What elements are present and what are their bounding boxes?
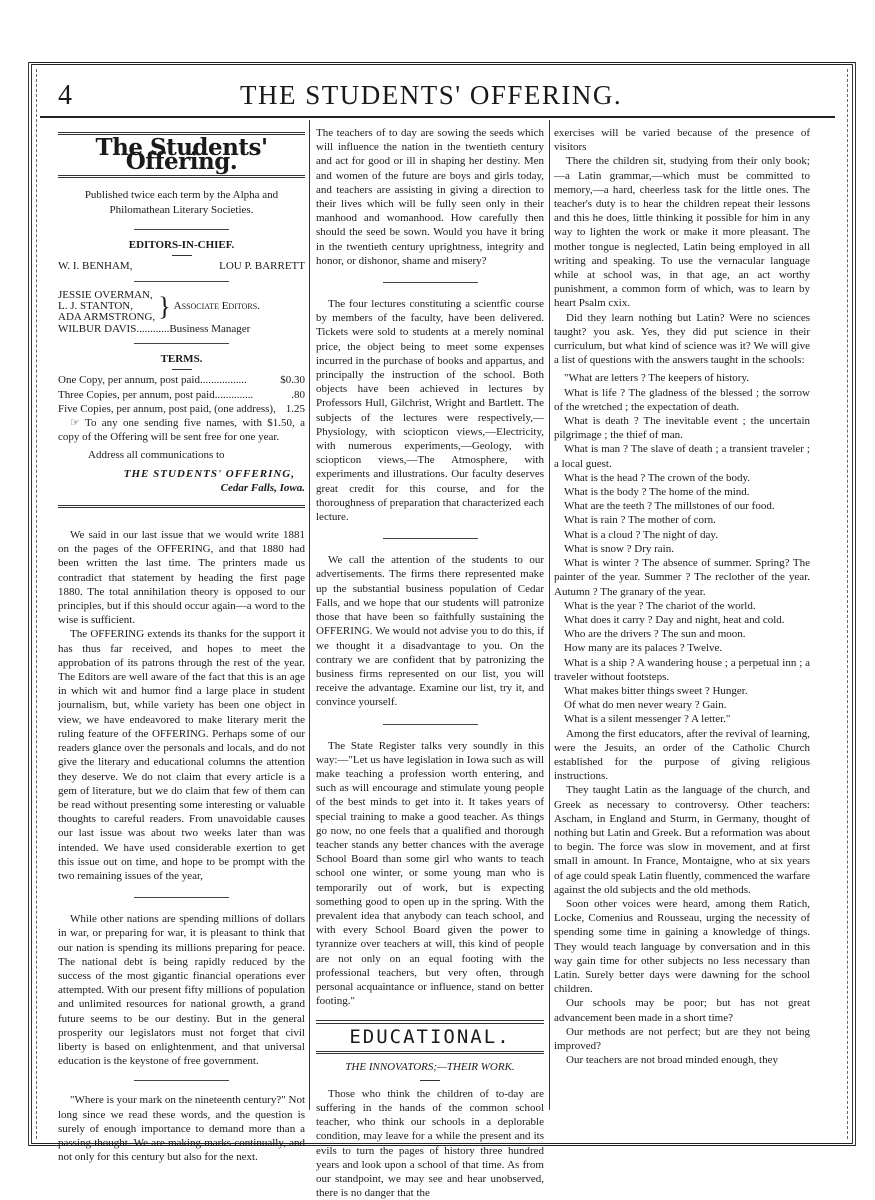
editorial-paragraph: "Where is your mark on the nineteenth century?" Not long since we read these words, and the question is surely of enough importance to demand more than a passing thought. We are making marks continually, and not only for this century but also for the next. bbox=[58, 1094, 306, 1164]
editor-name: LOU P. BARRETT bbox=[219, 260, 305, 273]
column-divider bbox=[549, 120, 550, 1110]
qa-item: How many are its palaces ? Twelve. bbox=[564, 642, 723, 655]
editors-heading: EDITORS-IN-CHIEF. bbox=[128, 238, 235, 251]
terms-label: Three Copies, per annum, post paid.............. bbox=[58, 388, 254, 401]
article-paragraph: Our methods are not perfect; but are they not being improved? bbox=[554, 1025, 810, 1052]
article-paragraph: Those who think the children of to-day are suffering in the hands of the common school teacher, who think our schools in a deplorable condition, may leave for a while the present and its evils to turn the pages of history three hundred years and look upon a school of that time. As from our standpoint, we may see and hear unobserved, there is no danger that the bbox=[316, 1087, 544, 1200]
qa-item: What is a cloud ? The night of day. bbox=[564, 528, 718, 541]
qa-item: What are the teeth ? The millstones of our food. bbox=[564, 500, 775, 513]
running-title: THE STUDENTS' OFFERING. bbox=[240, 80, 623, 110]
qa-item: Who are the drivers ? The sun and moon. bbox=[564, 628, 746, 641]
header-rule bbox=[40, 116, 835, 118]
associate-name: JESSIE OVERMAN, bbox=[58, 289, 153, 302]
rule bbox=[316, 1020, 544, 1024]
editorial-paragraph: We said in our last issue that we would write 1881 on the pages of the OFFERING, and that 1880 had been written the last time. The printers made us contradict that statement by heading the first page 1880. The total annihilation theory is opposed to our principles, but if this should occur again—a word to the wise is sufficient. bbox=[58, 529, 305, 627]
terms-heading: TERMS. bbox=[160, 353, 203, 366]
rule bbox=[383, 538, 478, 539]
rule bbox=[316, 1051, 544, 1054]
article-paragraph: There the children sit, studying from their only book;—a Latin grammar,—which must be committed to memory,—a hard, cheerless task for the little ones. The teacher's duty is to hear the children repeat their lessons and this he does, little thinking it possible for him in any way to lighten the work or make it more pleasant. The mother tongue is neglected, Latin being employed in all writing and speaking. To use the vernacular language while at school was, in that age, an act worthy punishment, a common form of which, was to learn by heart Psalm cxix. bbox=[554, 155, 810, 310]
qa-item: What is the body ? The home of the mind. bbox=[564, 486, 750, 499]
address-place: Cedar Falls, Iowa. bbox=[220, 481, 305, 494]
article-paragraph: Our teachers are not broad minded enough, they bbox=[566, 1054, 778, 1067]
column-3 bbox=[554, 126, 810, 1067]
terms-price: 1.25 bbox=[285, 402, 305, 415]
question-list bbox=[554, 371, 810, 726]
qa-item: "What are letters ? The keepers of history. bbox=[564, 372, 749, 385]
rule bbox=[134, 343, 229, 344]
qa-item: What is death ? The inevitable event ; the uncertain pilgrimage ; the thief of man. bbox=[554, 415, 810, 442]
rule bbox=[383, 724, 478, 725]
terms-row bbox=[58, 402, 305, 416]
address-intro: Address all communications to bbox=[88, 449, 225, 462]
editorial-paragraph: While other nations are spending millions of dollars in war, or preparing for war, it is pleasant to think that our nation is spending its millions preparing for peace. The national debt is being rapidly reduced by the success of the most gigantic financial operations ever attempted. With our present fifty millions of population and unlimited resources for national growth, a grand future seems to be our destiny. But in the general prosperity our legislators must not forget that civil liberty is based on enlightenment, and that universal education is the keystone of free government. bbox=[58, 913, 305, 1068]
associates-label: Associate Editors. bbox=[173, 300, 260, 313]
associate-editors: JESSIE OVERMAN, L. J. STANTON, ADA ARMSTRONG, } Associate Editors. bbox=[58, 289, 260, 324]
terms-price: .80 bbox=[291, 388, 305, 401]
terms-row bbox=[58, 388, 305, 402]
rule bbox=[420, 1080, 440, 1081]
terms-label: One Copy, per annum, post paid................. bbox=[58, 374, 247, 387]
editorial-paragraph: We call the attention of the students to our advertisements. The firms there represented make up the substantial business population of Cedar Falls, and we hope that our students will patronize those that have been so faithfully sustaining the OFFERING. We would not advise you to do this, if we thought it a disadvantage to you. On the contrary we are confident that by patronizing the business firms represented on our list, you will receive the advantage. Examine our list, try it, and convince yourself. bbox=[316, 554, 544, 709]
qa-item: What is winter ? The absence of summer. Spring? The painter of the year. Summer ? The reclother of the year. Autumn ? The granary of the year. bbox=[554, 557, 810, 598]
qa-item: What is a silent messenger ? A letter." bbox=[564, 713, 731, 726]
editors-in-chief bbox=[58, 259, 305, 273]
rule bbox=[58, 175, 305, 178]
rule bbox=[134, 229, 229, 230]
qa-item: What is snow ? Dry rain. bbox=[564, 542, 674, 555]
rule bbox=[383, 282, 478, 283]
publication-note: Published twice each term by the Alpha and Philomathean Literary Societies. bbox=[84, 189, 279, 216]
subscription-offer: ☞ To any one sending five names, with $1.50, a copy of the Offering will be sent free for one year. bbox=[58, 417, 305, 444]
qa-item: What does it carry ? Day and night, heat and cold. bbox=[564, 613, 785, 626]
qa-item: What is rain ? The mother of corn. bbox=[564, 514, 716, 527]
article-paragraph: exercises will be varied because of the presence of visitors bbox=[554, 127, 810, 154]
section-heading-educational: EDUCATIONAL. bbox=[349, 1026, 511, 1049]
column-2 bbox=[316, 126, 544, 1200]
qa-item: What is the year ? The chariot of the world. bbox=[564, 599, 756, 612]
rule bbox=[134, 897, 229, 898]
qa-item: What is a ship ? A wandering house ; a perpetual inn ; a traveler without footsteps. bbox=[554, 656, 810, 683]
terms-row bbox=[58, 373, 305, 387]
article-paragraph: Did they learn nothing but Latin? Were no sciences taught? you ask. Yes, they did put science in their curriculum, but what kind of science was it? We will give a list of questions with the answers taught in the schools: bbox=[554, 311, 810, 367]
article-paragraph: Among the first educators, after the revival of learning, were the Jesuits, an order of the Catholic Church established for the purpose of giving religious instructions. bbox=[554, 727, 810, 783]
associate-name: ADA ARMSTRONG, bbox=[58, 311, 156, 324]
terms-label: Five Copies, per annum, post paid, (one address), bbox=[58, 402, 276, 415]
column-divider bbox=[309, 120, 310, 1110]
address-name: THE STUDENTS' OFFERING, bbox=[123, 467, 295, 480]
qa-item: What is life ? The gladness of the blessed ; the sorrow of the wretched ; the expectation of death. bbox=[554, 386, 810, 413]
qa-item: Of what do men never weary ? Gain. bbox=[564, 699, 727, 712]
rule bbox=[58, 505, 305, 508]
article-paragraph: Our schools may be poor; but has not great advancement been made in a short time? bbox=[554, 997, 810, 1024]
page-number: 4 bbox=[58, 80, 72, 111]
qa-item: What is man ? The slave of death ; a transient traveler ; a local guest. bbox=[554, 443, 810, 470]
rule bbox=[134, 1080, 229, 1081]
terms-price: $0.30 bbox=[280, 374, 305, 387]
editorial-paragraph: The four lectures constituting a scientfic course by members of the faculty, have been delivered. Tickets were sold to students at a merely nominal price, the object being to meet some expenses incurred in the purchase of books and appartus, and principally the instruction of the school. Both objects have been achieved in lectures by Professors Hull, Gilchrist, Wright and Bartlett. The subjects of the lectures were respectively,—Physiology, with sciopticon views,—Electricity, with numerous experiments,—Geology, with sciopticon views,—The Atmosphere, with experiments and illustrations. Our faculty deserves great credit for this course, and for the thoroughness of preparation that characterized each lecture. bbox=[316, 298, 544, 524]
article-paragraph: They taught Latin as the language of the church, and Greek as necessary to controversy. Other teachers: Ascham, in England and Sturm, in Germany, thought of nothing but Latin and Greek. But a reformation was about to begin. The force was slow in movement, and at first small in amount. In France, Montaigne, who at six years of age could speak Latin fluently, commenced the warfare against the old subjects and the old methods. bbox=[554, 784, 810, 896]
business-manager: WILBUR DAVIS............Business Manager bbox=[58, 323, 251, 336]
editorial-paragraph: The teachers of to day are sowing the seeds which will influence the nation in the twentieth century and act for good or ill in shaping her destiny. Men and women of the future are boys and girls today, and teachers are assisting in giving a direction to their lives which will be fully seen only in their manhood and womanhood. How carefully then should the seed be sown. Would you have it bring in the twentieth century uprightness, integrity and honor, or dishonor, shame and misery? bbox=[316, 127, 544, 267]
article-paragraph: Soon other voices were heard, among them Ratich, Locke, Comenius and Rousseau, urging the necessity of spending some time in gaining a knowledge of things. They would teach language by conversation and in this way gain time for other subjects no less necessary than Latin. Surely better days were dawning for the school children. bbox=[554, 897, 810, 996]
associate-name: L. J. STANTON, bbox=[58, 300, 134, 313]
editor-name: W. I. BENHAM, bbox=[58, 260, 133, 273]
masthead-title: The Students' Offering. bbox=[95, 134, 268, 176]
qa-item: What makes bitter things sweet ? Hunger. bbox=[564, 684, 748, 697]
column-1 bbox=[58, 126, 305, 1164]
rule bbox=[172, 369, 192, 370]
editorial-paragraph: The OFFERING extends its thanks for the support it has thus far received, and hopes to meet the approbation of its patrons through the rest of the year. The Editors are well aware of the fact that this is an age in which wit and humor find a large place in student journalism, but, while variety has been one object in view, we have endeavored to make literary merit the ruling feature of the OFFERING. Perhaps some of our readers glance over the personals and locals, and do not give the literary and educational columns the attention they deserve. We do not claim that every article is a gem of literature, but we do claim that few of them can be read without presenting some interesting or valuable thoughts to careful readers. From unavoidable causes our last issue was about two weeks later than was intended. We have used considerable exertion to get this issue out on time, and hope to be prompt with the two remaining issues of the year, bbox=[58, 628, 305, 882]
rule bbox=[172, 255, 192, 256]
editorial-paragraph: The State Register talks very soundly in this way:—"Let us have legislation in Iowa such as will make teaching a profession worth entering, and such as will encourage and stimulate young people of the best minds to get into it. It takes years of special training to make a good teacher. As things go now, no one feels that a qualified and thorough teacher stands any better chances with the average School Board than some girl who wants to teach school one winter, or some young man who is temporarily out of work, but is expecting something good to open up in the spring. With the prevalent idea that anybody can teach school, and with every School Board given the power to tyrannize over teachers at will, this kind of people are not only on an equal footing with the professional teachers, but very often, through personal acquaintance or influence, stand on better footing." bbox=[316, 739, 544, 1008]
article-title: THE INNOVATORS;—THEIR WORK. bbox=[345, 1060, 515, 1073]
qa-item: What is the head ? The crown of the body. bbox=[564, 471, 751, 484]
rule bbox=[134, 281, 229, 282]
